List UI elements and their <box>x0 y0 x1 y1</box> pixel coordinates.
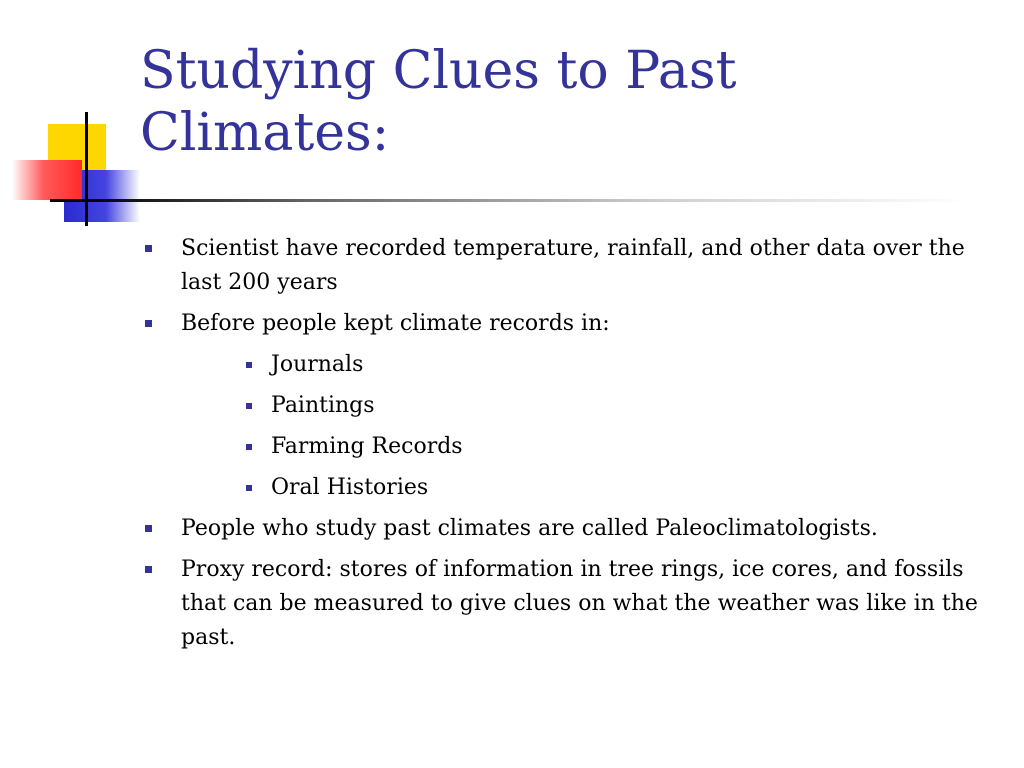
sub-bullet-text: Journals <box>271 352 364 377</box>
sub-bullet-item <box>142 389 992 423</box>
square-bullet-icon <box>145 320 152 327</box>
title-underline-rule <box>88 199 968 202</box>
sub-bullet-item <box>142 430 992 464</box>
decorative-red-bar <box>12 160 82 200</box>
bullet-item <box>142 553 992 655</box>
bullet-item <box>142 232 992 300</box>
bullet-text: People who study past climates are called Paleoclimatologists. <box>181 516 878 541</box>
square-bullet-icon <box>145 525 152 532</box>
square-bullet-icon <box>145 566 152 573</box>
sub-bullet-text: Oral Histories <box>271 475 429 500</box>
square-sub-bullet-icon <box>246 444 252 450</box>
bullet-text: Proxy record: stores of information in tree rings, ice cores, and fossils that can be measured to give clues on what the weather was like in the past. <box>181 557 978 650</box>
square-sub-bullet-icon <box>246 403 252 409</box>
decorative-vertical-line <box>85 112 88 226</box>
slide-title: Studying Clues to Past Climates: <box>140 41 737 163</box>
bullet-text: Scientist have recorded temperature, rainfall, and other data over the last 200 years <box>181 236 965 295</box>
sub-bullet-item <box>142 471 992 505</box>
square-bullet-icon <box>145 245 152 252</box>
bullet-item <box>142 307 992 341</box>
bullet-item <box>142 512 992 546</box>
bullet-text: Before people kept climate records in: <box>181 311 610 336</box>
sub-bullet-item <box>142 348 992 382</box>
bullet-list <box>142 232 992 662</box>
sub-bullet-text: Farming Records <box>271 434 463 459</box>
sub-bullet-group <box>142 348 992 505</box>
square-sub-bullet-icon <box>246 362 252 368</box>
sub-bullet-list <box>142 348 992 505</box>
sub-bullet-text: Paintings <box>271 393 375 418</box>
square-sub-bullet-icon <box>246 485 252 491</box>
